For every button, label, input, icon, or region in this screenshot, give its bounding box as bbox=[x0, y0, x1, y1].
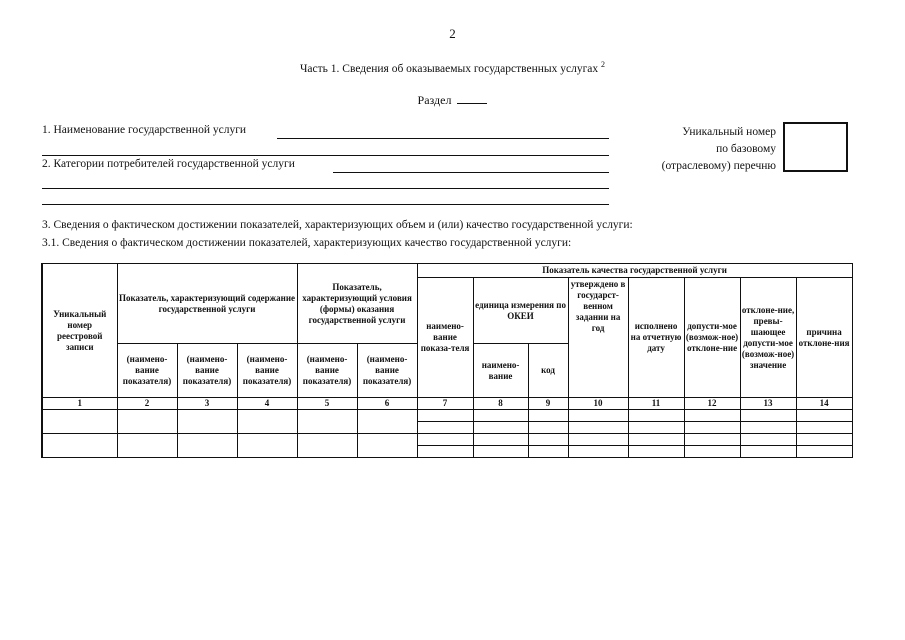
header-executed: исполнено на отчетную дату bbox=[628, 278, 684, 398]
table-cell[interactable] bbox=[473, 422, 528, 434]
table-cell[interactable] bbox=[628, 422, 684, 434]
subheader-conditions-2: (наимено-вание показателя) bbox=[357, 344, 417, 398]
header-deviation-reason: причина отклоне-ния bbox=[796, 278, 852, 398]
table-cell[interactable] bbox=[237, 410, 297, 434]
col-number: 14 bbox=[796, 398, 852, 410]
table-cell[interactable] bbox=[473, 434, 528, 446]
table-cell[interactable] bbox=[357, 410, 417, 434]
header-indicator-name: наимено-вание показа-теля bbox=[417, 278, 473, 398]
table-cell[interactable] bbox=[568, 422, 628, 434]
subheader-unit-name: наимено-вание bbox=[473, 344, 528, 398]
table-cell[interactable] bbox=[473, 410, 528, 422]
table-cell[interactable] bbox=[568, 434, 628, 446]
section3-heading: 3. Сведения о фактическом достижении показателей, характеризующих объем и (или) качество государственной услуги: bbox=[42, 219, 633, 231]
table-cell[interactable] bbox=[417, 434, 473, 446]
table-cell[interactable] bbox=[117, 410, 177, 434]
table-cell[interactable] bbox=[740, 410, 796, 422]
table-cell[interactable] bbox=[177, 410, 237, 434]
table-cell[interactable] bbox=[796, 422, 852, 434]
table-cell[interactable] bbox=[796, 410, 852, 422]
table-cell[interactable] bbox=[628, 446, 684, 458]
unique-line2: по базовому bbox=[716, 143, 776, 155]
table-cell[interactable] bbox=[740, 434, 796, 446]
header-exceeding-deviation: отклоне-ние, превы-шающее допусти-мое (возмож-ное) значение bbox=[740, 278, 796, 398]
part-title-text: Часть 1. Сведения об оказываемых государственных услугах bbox=[299, 62, 599, 75]
page-number: 2 bbox=[449, 26, 456, 41]
subheader-content-1: (наимено-вание показателя) bbox=[117, 344, 177, 398]
header-content-indicator: Показатель, характеризующий содержание государственной услуги bbox=[117, 264, 297, 344]
col-number: 10 bbox=[568, 398, 628, 410]
col-number: 9 bbox=[528, 398, 568, 410]
table-cell[interactable] bbox=[684, 410, 740, 422]
table-cell[interactable] bbox=[417, 422, 473, 434]
field1-blank-line2[interactable] bbox=[42, 155, 609, 156]
section-label: Раздел bbox=[417, 93, 452, 107]
col-number: 7 bbox=[417, 398, 473, 410]
field1-label: 1. Наименование государственной услуги bbox=[42, 124, 247, 136]
table-cell[interactable] bbox=[796, 434, 852, 446]
part-title bbox=[0, 60, 905, 75]
table-cell[interactable] bbox=[528, 446, 568, 458]
field2-blank-line3[interactable] bbox=[42, 204, 609, 205]
section-line bbox=[0, 93, 905, 108]
subheader-content-2: (наимено-вание показателя) bbox=[177, 344, 237, 398]
col-number: 11 bbox=[628, 398, 684, 410]
field2-blank[interactable] bbox=[333, 172, 609, 173]
header-conditions-indicator: Показатель, характеризующий условия (формы) оказания государственной услуги bbox=[297, 264, 417, 344]
col-number: 12 bbox=[684, 398, 740, 410]
col-number: 13 bbox=[740, 398, 796, 410]
section31-heading: 3.1. Сведения о фактическом достижении показателей, характеризующих качество государственной услуги: bbox=[42, 237, 572, 249]
table-cell[interactable] bbox=[568, 410, 628, 422]
table-cell[interactable] bbox=[117, 434, 177, 458]
header-approved: утверждено в государст-венном задании на год bbox=[568, 278, 628, 398]
col-number: 5 bbox=[297, 398, 357, 410]
table-cell[interactable] bbox=[796, 446, 852, 458]
table-cell[interactable] bbox=[628, 434, 684, 446]
table-cell[interactable] bbox=[357, 434, 417, 458]
table-cell[interactable] bbox=[740, 446, 796, 458]
field2-blank-line2[interactable] bbox=[42, 188, 609, 189]
table-cell[interactable] bbox=[740, 422, 796, 434]
table-row bbox=[42, 410, 852, 422]
subheader-unit-code: код bbox=[528, 344, 568, 398]
subheader-conditions-1: (наимено-вание показателя) bbox=[297, 344, 357, 398]
table-cell[interactable] bbox=[417, 446, 473, 458]
subheader-content-3: (наимено-вание показателя) bbox=[237, 344, 297, 398]
table-cell[interactable] bbox=[177, 434, 237, 458]
header-unique-number: Уникальный номер реестровой записи bbox=[42, 264, 117, 398]
col-number: 1 bbox=[42, 398, 117, 410]
table-row bbox=[42, 434, 852, 446]
table-cell[interactable] bbox=[237, 434, 297, 458]
table-cell[interactable] bbox=[568, 446, 628, 458]
part-footnote: 2 bbox=[601, 60, 606, 69]
table-cell[interactable] bbox=[684, 434, 740, 446]
col-number: 6 bbox=[357, 398, 417, 410]
col-number: 8 bbox=[473, 398, 528, 410]
table-cell[interactable] bbox=[684, 446, 740, 458]
table-cell[interactable] bbox=[528, 422, 568, 434]
header-unit-okei: единица измерения по ОКЕИ bbox=[473, 278, 568, 344]
unique-number-box[interactable] bbox=[783, 122, 848, 172]
table-cell[interactable] bbox=[528, 410, 568, 422]
field1-blank[interactable] bbox=[277, 138, 609, 139]
table-cell[interactable] bbox=[42, 410, 117, 434]
unique-line3: (отраслевому) перечню bbox=[661, 160, 776, 172]
table-cell[interactable] bbox=[297, 410, 357, 434]
table-cell[interactable] bbox=[473, 446, 528, 458]
column-numbers-row bbox=[42, 398, 852, 410]
header-quality-indicator: Показатель качества государственной услуги bbox=[417, 264, 852, 278]
section-blank[interactable] bbox=[457, 93, 487, 104]
col-number: 4 bbox=[237, 398, 297, 410]
table-cell[interactable] bbox=[297, 434, 357, 458]
unique-line1: Уникальный номер bbox=[682, 126, 776, 138]
table-cell[interactable] bbox=[42, 434, 117, 458]
table-cell[interactable] bbox=[628, 410, 684, 422]
header-allowed-deviation: допусти-мое (возмож-ное) отклоне-ние bbox=[684, 278, 740, 398]
table-cell[interactable] bbox=[684, 422, 740, 434]
table-cell[interactable] bbox=[417, 410, 473, 422]
field2-label: 2. Категории потребителей государственной услуги bbox=[42, 158, 295, 170]
col-number: 3 bbox=[177, 398, 237, 410]
col-number: 2 bbox=[117, 398, 177, 410]
table-cell[interactable] bbox=[528, 434, 568, 446]
unique-number-label bbox=[640, 124, 776, 175]
quality-indicators-table bbox=[41, 263, 853, 458]
